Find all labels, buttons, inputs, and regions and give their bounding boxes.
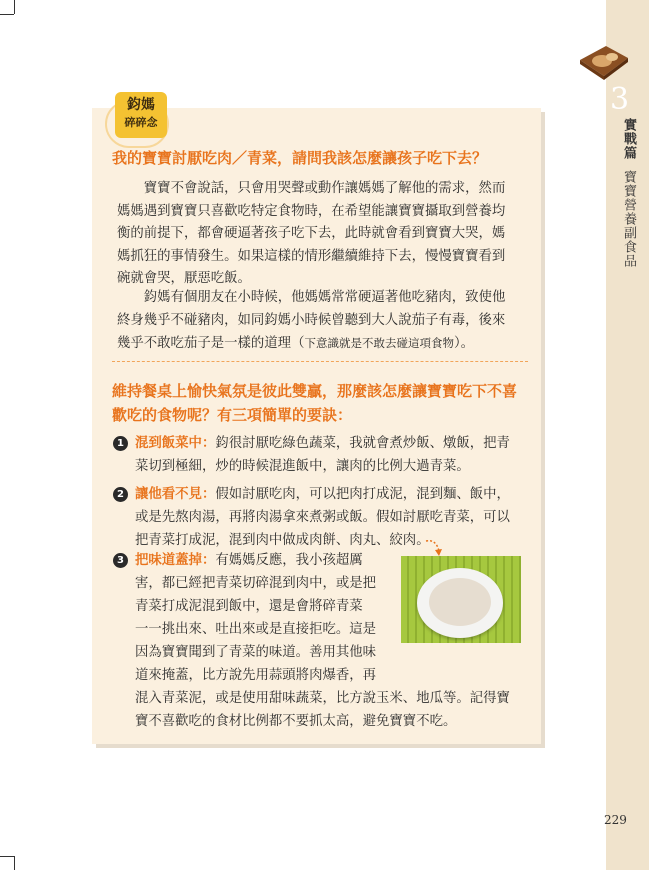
tip-3-continued	[113, 687, 528, 733]
tip-2	[113, 483, 528, 552]
number-bullet: 1	[113, 436, 128, 451]
chapter-title: 寶寶營養副食品	[621, 170, 636, 268]
tip-title: 混到飯菜中：	[135, 436, 216, 451]
paragraph-line: 鈞媽有個朋友在小時候，他媽媽常常硬逼著他吃豬肉，致使他	[143, 290, 506, 305]
tip-text: 混入青菜泥，或是使用甜味蔬菜，比方說玉米、地瓜等。記得寶	[135, 691, 510, 706]
question-heading: 我的寶寶討厭吃肉／青菜，請問我該怎麼讓孩子吃下去？	[112, 149, 488, 167]
tip-text: 一一挑出來、吐出來或是直接拒吃。這是	[135, 622, 377, 637]
number-bullet: 2	[113, 487, 128, 502]
tip-text: 寶不喜歡吃的食材比例都不要抓太高，避免寶寶不吃。	[135, 714, 457, 729]
tip-text: 因為寶寶聞到了青菜的味道。善用其他味	[135, 645, 377, 660]
paragraph-note: 下意識就是不敢去碰這項食物	[304, 336, 454, 350]
tips-heading-line: 維持餐桌上愉快氣氛是彼此雙贏，那麼該怎麼讓寶寶吃下不喜	[112, 382, 518, 400]
paragraph-line: 媽媽遇到寶寶只喜歡吃特定食物時，在希望能讓寶寶攝取到營養均	[117, 203, 506, 219]
tip-text: 害，都已經把青菜切碎混到肉中，或是把	[135, 576, 377, 591]
paragraph-line-text: 幾乎不敢吃茄子是一樣的道理（	[117, 336, 305, 351]
crop-mark	[14, 0, 15, 14]
mashed-food	[429, 578, 491, 626]
section-divider	[112, 361, 528, 362]
badge-line2: 碎碎念	[124, 116, 158, 129]
tip-text: 鈞很討厭吃綠色蔬菜，我就會煮炒飯、燉飯，把青	[215, 436, 510, 451]
tip-text: 假如討厭吃肉，可以把肉打成泥，混到麵、飯中，	[215, 487, 510, 502]
tip-text: 道來掩蓋，比方說先用蒜頭將肉爆香，再	[135, 668, 377, 683]
food-photo	[401, 556, 521, 643]
section-badge	[115, 92, 167, 138]
paragraph-line: 寶寶不會說話，只會用哭聲或動作讓媽媽了解他的需求，然而	[143, 181, 506, 196]
paragraph-line: 衡的前提下，都會硬逼著孩子吃下去，此時就會看到寶寶大哭，媽	[117, 226, 506, 241]
tip-text: 把青菜打成泥，混到肉中做成肉餅、肉丸、絞肉。	[135, 533, 430, 548]
crop-mark	[14, 856, 15, 870]
food-bowl-icon	[576, 42, 630, 82]
tips-heading	[112, 379, 532, 427]
tip-title: 讓他看不見：	[135, 487, 216, 502]
chapter-part: 實戰篇	[621, 118, 636, 160]
crop-mark	[0, 856, 14, 857]
paragraph-line: 終身幾乎不碰豬肉，如同鈞媽小時候曾聽到大人說茄子有毒，後來	[117, 312, 506, 328]
paragraph-line-end: ）。	[453, 336, 475, 351]
tip-text: 菜切到極細，炒的時候混進飯中，讓肉的比例大過青菜。	[135, 459, 470, 474]
number-bullet: 3	[113, 553, 128, 568]
tip-text: 青菜打成泥混到飯中，還是會將碎青菜	[135, 599, 363, 614]
paragraph-2	[117, 287, 527, 356]
tip-text: 或是先熬肉湯，再將肉湯拿來煮粥或飯。假如討厭吃青菜，可以	[135, 510, 510, 525]
chapter-number: 3	[610, 82, 630, 117]
tip-title: 把味道蓋掉：	[135, 553, 216, 568]
badge-line1: 鈞媽	[127, 97, 155, 113]
tip-text: 有媽媽反應，我小孩超厲	[215, 553, 363, 568]
tips-heading-line: 歡吃的食物呢？有三項簡單的要訣：	[112, 406, 353, 424]
crop-mark	[0, 14, 14, 15]
paragraph-line: 媽抓狂的事情發生。如果這樣的情形繼續維持下去，慢慢寶寶看到	[117, 248, 506, 264]
paragraph-line	[117, 332, 527, 356]
chapter-sidebar	[606, 0, 649, 870]
curved-arrow-icon	[424, 537, 444, 557]
paragraph-line: 碗就會哭，厭惡吃飯。	[117, 271, 251, 286]
paragraph-1	[117, 178, 527, 291]
tip-1	[113, 432, 528, 478]
page-number: 229	[604, 813, 627, 827]
